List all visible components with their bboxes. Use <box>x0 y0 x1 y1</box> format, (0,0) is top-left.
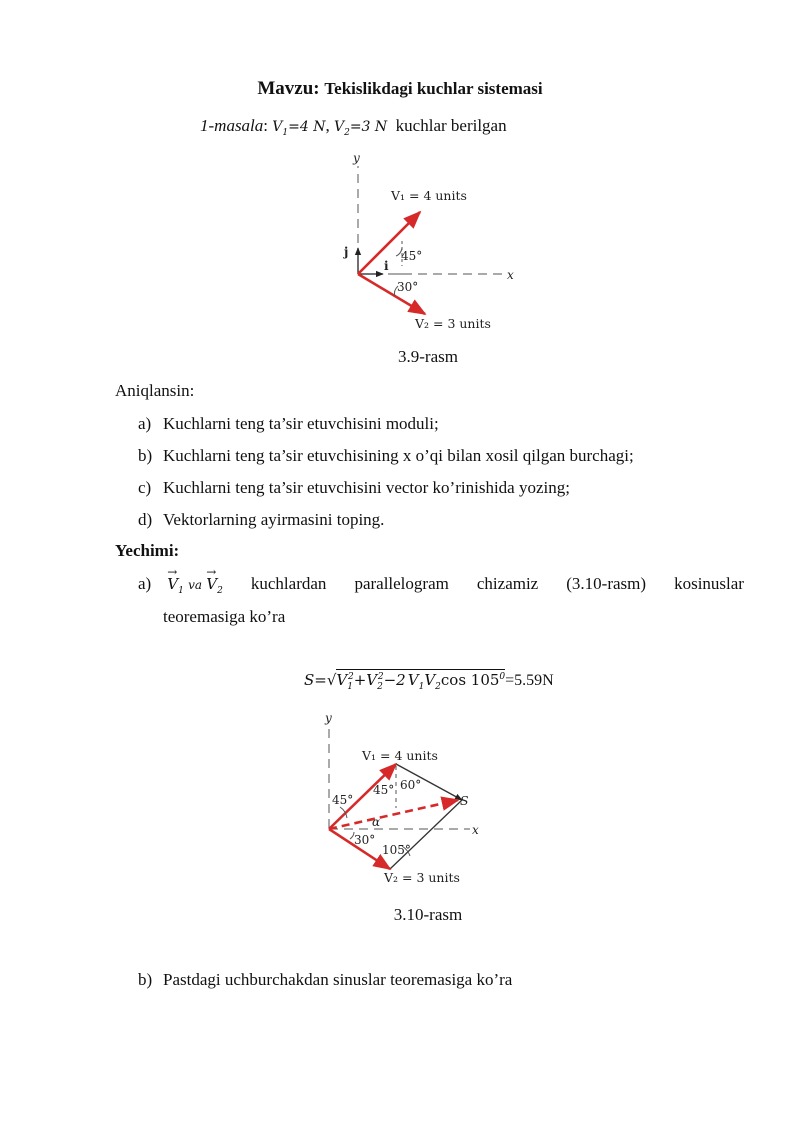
solution-a-line1: a) → $V_1$ va → $V_2$ kuchlardan parallelogram chizamiz (3.10-rasm) kosinuslar <box>138 565 744 596</box>
v1-vector-symbol: → $V_1$ <box>167 565 184 596</box>
figure-3-9-caption: 3.9-rasm <box>398 347 458 366</box>
v1-vector <box>358 212 423 274</box>
v2-label: V₂ = 3 units <box>384 870 460 885</box>
list-item: b) Kuchlarni teng ta’sir etuvchisining x o’qi bilan xosil qilgan burchagi; <box>138 446 634 465</box>
angle-45-label: 45° <box>401 249 423 263</box>
y-axis-label: y <box>325 711 332 725</box>
page-title <box>0 78 800 100</box>
x-axis-label: x <box>507 268 514 282</box>
problem-label: 1-masala <box>200 116 264 135</box>
v1-label: V₁ = 4 units <box>391 188 467 203</box>
mavzu-label: Mavzu: <box>257 78 320 99</box>
i-label: i <box>384 259 389 273</box>
v2-vector-symbol: → $V_2$ <box>206 565 223 596</box>
v2-given: $V_2=3$ N <box>333 119 388 138</box>
v1-given: $V_1=4$ N <box>272 119 326 138</box>
problem-statement: 1-masala: $V_1=4$ N, $V_2=3$ N kuchlar berilgan <box>200 116 507 138</box>
angle-30-label: 30° <box>354 833 376 847</box>
aniqlansin-heading: Aniqlansin: <box>115 381 195 400</box>
v1-label: V₁ = 4 units <box>362 748 438 763</box>
parallelogram-right-side <box>390 800 462 869</box>
j-label: j <box>344 245 349 259</box>
y-axis-label: y <box>353 151 360 165</box>
topic-title: Tekislikdagi kuchlar sistemasi <box>324 79 543 98</box>
yechimi-heading: Yechimi: <box>115 541 180 560</box>
x-axis-label: x <box>472 823 479 837</box>
list-item: d) Vektorlarning ayirmasini toping. <box>138 510 385 529</box>
figure-3-10 <box>310 708 510 898</box>
angle-45-top-label: 45° <box>373 783 395 797</box>
problem-suffix: kuchlar berilgan <box>395 116 507 135</box>
angle-105-label: 105° <box>382 843 411 857</box>
figure-3-9 <box>335 148 535 338</box>
solution-a-line2: teoremasiga ko’ra <box>163 607 286 626</box>
list-item: c) Kuchlarni teng ta’sir etuvchisini vector ko’rinishida yozing; <box>138 478 570 497</box>
alpha-label: α <box>372 815 381 829</box>
cosine-formula: $S=√V_1^2+V_2^2-2$ $V_1V_2\cos$ $105^0=5.59N$ <box>304 671 554 692</box>
angle-30-label: 30° <box>397 280 419 294</box>
angle-45-left-label: 45° <box>332 793 354 807</box>
angle-60-label: 60° <box>400 778 422 792</box>
s-label: S <box>460 793 469 808</box>
v2-label: V₂ = 3 units <box>415 316 491 331</box>
solution-a-lead: a) → $V_1$ va → $V_2$ <box>138 565 223 596</box>
figure-3-10-caption: 3.10-rasm <box>393 905 463 924</box>
solution-b-line: b) Pastdagi uchburchakdan sinuslar teoremasiga ko’ra <box>138 970 513 989</box>
list-item: a) Kuchlarni teng ta’sir etuvchisini moduli; <box>138 414 439 433</box>
